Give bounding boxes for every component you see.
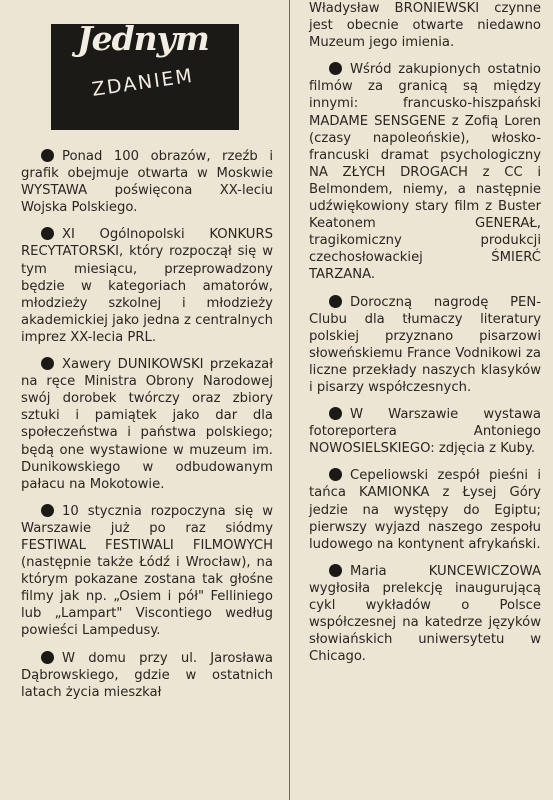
- column-divider: [289, 0, 290, 800]
- news-item: [21, 356, 273, 493]
- news-item: [21, 650, 273, 701]
- news-item-text: Xawery DUNIKOWSKI przekazał na ręce Ministra Obrony Narodowej swój dorobek twórczy oraz zbiory sztuki i pamiątek jako dar dla społeczeństwa i państwa polskiego; będą one wystawione w muzeum im. Dunikowskiego w odbudowanym pałacu na Mokotowie.: [21, 357, 273, 492]
- news-item-text: W Warszawie wystawa fotoreportera Antoniego NOWOSIELSKIEGO: zdjęcia z Kuby.: [309, 407, 541, 457]
- bullet-icon: [41, 149, 54, 162]
- news-item: [309, 61, 541, 283]
- left-column: [21, 0, 273, 800]
- header-title-script: Jednym: [77, 19, 209, 58]
- news-item-text: Wśród zakupionych ostatnio filmów za granicą są między innymi: francusko-hiszpański MADAME SENSGENE z Zofią Loren (czasy napoleońskie), włosko-francuski dramat psychologiczny NA ZŁYCH DROGACH z CC i Belmondem, niemy, a następnie udźwiękowiony stary film z Buster Keatonem GENERAŁ, tragikomiczny produkcji czechosłowackiej ŚMIERĆ TARZANA.: [309, 62, 541, 283]
- right-column: [309, 0, 541, 800]
- bullet-icon: [41, 227, 54, 240]
- news-item-text: Maria KUNCEWICZOWA wygłosiła prelekcję inaugurującą cykl wykładów o Polsce współczesnej na katedrze języków słowiańskich uniwersytetu w Chicago.: [309, 563, 541, 665]
- bullet-icon: [329, 295, 342, 308]
- news-item-text: XI Ogólnopolski KONKURS RECYTATORSKI, który rozpoczął się w tym miesiącu, przeprowadzony będzie w kategoriach amatorów, młodzieży szkolnej i młodzieży akademickiej jako jedna z centralnych imprez XX-lecia PRL.: [21, 227, 273, 345]
- news-item-continuation: [309, 0, 541, 51]
- news-item: [309, 563, 541, 666]
- news-item-text: W domu przy ul. Jarosława Dąbrowskiego, gdzie w ostatnich latach życia mieszkał: [21, 650, 273, 700]
- bullet-icon: [41, 357, 54, 370]
- bullet-icon: [329, 564, 342, 577]
- bullet-icon: [41, 504, 54, 517]
- news-item: [309, 294, 541, 397]
- news-item-text: Ponad 100 obrazów, rzeźb i grafik obejmuje otwarta w Moskwie WYSTAWA poświęcona XX-leciu Wojska Polskiego.: [21, 149, 273, 216]
- news-item: [21, 148, 273, 216]
- news-item-text: Cepeliowski zespół pieśni i tańca KAMIONKA z Łysej Góry jedzie na występy do Egiptu; pierwszy wyjazd naszego zespołu ludowego na kontynent afrykański.: [309, 468, 541, 552]
- news-item: [309, 406, 541, 457]
- continuation-text: Władysław BRONIEWSKI czynne jest obecnie otwarte niedawno Muzeum jego imienia.: [309, 1, 541, 51]
- header-title-caps: ZDANIEM: [90, 64, 196, 101]
- bullet-icon: [329, 62, 342, 75]
- bullet-icon: [329, 407, 342, 420]
- news-item-text: Doroczną nagrodę PEN-Clubu dla tłumaczy literatury polskiej przyznano pisarzowi słoweńskiemu France Vodnikowi za liczne przekłady naszych klasyków i pisarzy współczesnych.: [309, 294, 541, 395]
- news-item-text: 10 stycznia rozpoczyna się w Warszawie już po raz siódmy FESTIWAL FESTIWALI FILMOWYCH (następnie także Łódź i Wrocław), na którym pokazane zostana tak głośne filmy jak np. „Osiem i pół" Felliniego lub „Lampart" Viscontiego według powieści Lampedusy.: [21, 503, 273, 639]
- news-item: [309, 467, 541, 552]
- section-header: [51, 19, 239, 130]
- news-item: [21, 226, 273, 346]
- bullet-icon: [329, 468, 342, 481]
- news-item: [21, 503, 273, 640]
- bullet-icon: [41, 651, 54, 664]
